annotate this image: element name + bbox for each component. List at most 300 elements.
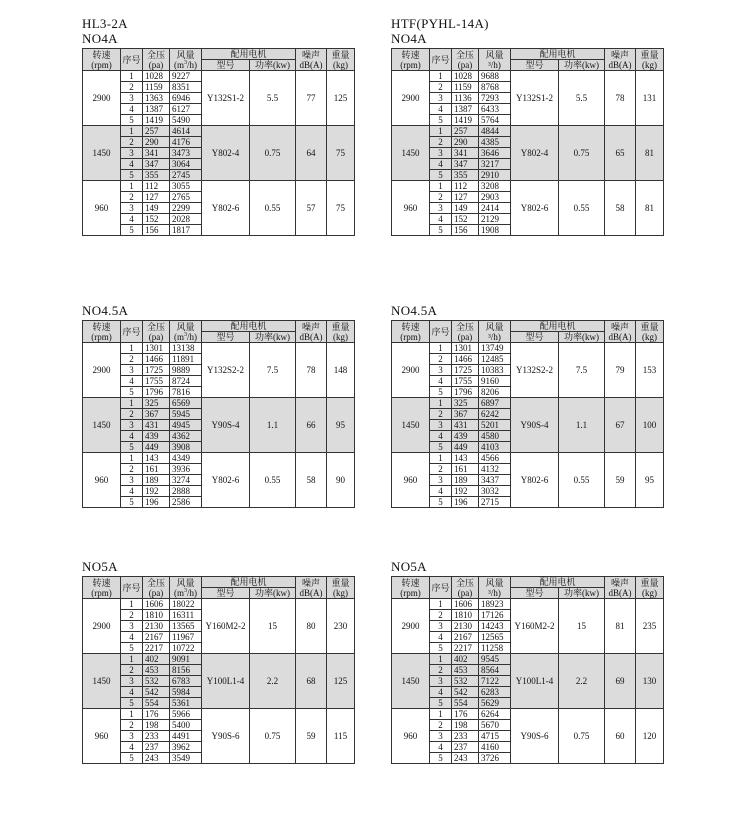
speed-cell: 1450	[392, 398, 430, 453]
pressure-cell: 532	[143, 676, 170, 687]
seq-cell: 3	[121, 365, 143, 376]
header-airflow-label: 风量	[176, 321, 195, 332]
header-seq-label: 序号	[122, 54, 141, 65]
airflow-cell: 9091	[170, 654, 202, 665]
seq-cell: 1	[430, 398, 452, 409]
pressure-cell: 1301	[452, 343, 479, 354]
seq-cell: 4	[121, 104, 143, 115]
pressure-cell: 325	[452, 398, 479, 409]
airflow-cell: 4103	[479, 442, 511, 453]
header-weight-label: 重量	[331, 49, 350, 60]
header-weight-label-unit: (kg)	[642, 331, 658, 342]
seq-cell: 5	[430, 698, 452, 709]
airflow-cell: 6264	[479, 709, 511, 720]
header-weight	[636, 321, 664, 343]
airflow-cell: 1908	[479, 225, 511, 236]
header-noise-label: 噪声	[302, 49, 321, 60]
pressure-cell: 554	[452, 698, 479, 709]
unit-pre: (m	[174, 587, 184, 598]
seq-cell: 5	[430, 753, 452, 764]
power-cell: 5.5	[250, 71, 296, 126]
seq-cell: 4	[430, 632, 452, 643]
seq-cell: 5	[430, 442, 452, 453]
weight-cell: 75	[327, 181, 355, 236]
airflow-cell: 10383	[479, 365, 511, 376]
pressure-cell: 367	[452, 409, 479, 420]
seq-cell: 3	[121, 621, 143, 632]
airflow-cell: 6127	[170, 104, 202, 115]
seq-cell: 1	[430, 126, 452, 137]
header-weight-label-unit: (kg)	[642, 587, 658, 598]
header-power: 功率(kw)	[250, 588, 296, 599]
pressure-cell: 1810	[143, 610, 170, 621]
header-motor: 配用电机	[511, 49, 605, 60]
header-weight	[636, 49, 664, 71]
seq-cell: 2	[430, 192, 452, 203]
header-noise-label-unit: dB(A)	[299, 59, 323, 70]
unit-post: /h)	[187, 59, 197, 70]
header-noise	[296, 321, 327, 343]
airflow-cell: 7122	[479, 676, 511, 687]
airflow-cell: 6242	[479, 409, 511, 420]
pressure-cell: 156	[143, 225, 170, 236]
model-cell: Y90S-6	[511, 709, 559, 764]
power-cell: 2.2	[250, 654, 296, 709]
seq-cell: 1	[430, 181, 452, 192]
airflow-cell: 2715	[479, 497, 511, 508]
header-weight-label: 重量	[331, 321, 350, 332]
header-seq	[121, 49, 143, 71]
seq-cell: 3	[121, 420, 143, 431]
airflow-cell: 18022	[170, 599, 202, 610]
seq-cell: 5	[121, 115, 143, 126]
pressure-cell: 143	[143, 453, 170, 464]
seq-cell: 2	[121, 665, 143, 676]
pressure-cell: 1387	[452, 104, 479, 115]
airflow-cell: 3208	[479, 181, 511, 192]
spec-table	[82, 48, 355, 236]
header-speed-label-unit: (rpm)	[400, 331, 421, 342]
header-speed	[392, 49, 430, 71]
header-noise	[296, 49, 327, 71]
seq-cell: 1	[121, 181, 143, 192]
seq-cell: 4	[430, 376, 452, 387]
header-speed	[392, 321, 430, 343]
table-subtitle: NO4.5A	[82, 303, 129, 318]
pressure-cell: 257	[143, 126, 170, 137]
airflow-cell: 4715	[479, 731, 511, 742]
airflow-cell: 5966	[170, 709, 202, 720]
seq-cell: 2	[430, 409, 452, 420]
airflow-cell: 9545	[479, 654, 511, 665]
seq-cell: 3	[430, 93, 452, 104]
airflow-cell: 2765	[170, 192, 202, 203]
airflow-cell: 13749	[479, 343, 511, 354]
seq-cell: 4	[430, 104, 452, 115]
header-pressure-label-unit: (pa)	[457, 331, 473, 342]
pressure-cell: 2130	[452, 621, 479, 632]
power-cell: 0.55	[559, 453, 605, 508]
airflow-cell: 11258	[479, 643, 511, 654]
pressure-cell: 189	[452, 475, 479, 486]
table-row	[392, 654, 664, 665]
seq-cell: 4	[121, 632, 143, 643]
header-power: 功率(kw)	[559, 60, 605, 71]
header-speed	[83, 49, 121, 71]
header-airflow	[170, 49, 202, 71]
header-model: 型号	[511, 332, 559, 343]
airflow-cell: 16311	[170, 610, 202, 621]
header-pressure	[452, 49, 479, 71]
power-cell: 0.75	[250, 709, 296, 764]
seq-cell: 4	[121, 431, 143, 442]
header-pressure-label-unit: (pa)	[457, 587, 473, 598]
header-noise-label: 噪声	[611, 577, 630, 588]
seq-cell: 4	[430, 486, 452, 497]
airflow-cell: 11891	[170, 354, 202, 365]
table-row	[83, 343, 355, 354]
noise-cell: 59	[296, 709, 327, 764]
noise-cell: 58	[605, 181, 636, 236]
airflow-cell: 3217	[479, 159, 511, 170]
airflow-cell: 10722	[170, 643, 202, 654]
model-cell: Y90S-4	[202, 398, 250, 453]
model-cell: Y100L1-4	[511, 654, 559, 709]
pressure-cell: 1419	[452, 115, 479, 126]
header-weight-label-unit: (kg)	[333, 59, 349, 70]
airflow-cell: 7816	[170, 387, 202, 398]
pressure-cell: 198	[452, 720, 479, 731]
airflow-cell: 5361	[170, 698, 202, 709]
header-pressure-label-unit: (pa)	[148, 587, 164, 598]
header-weight-label-unit: (kg)	[333, 331, 349, 342]
airflow-cell: 6946	[170, 93, 202, 104]
speed-cell: 2900	[392, 71, 430, 126]
power-cell: 0.55	[250, 181, 296, 236]
airflow-cell: 5400	[170, 720, 202, 731]
table-row	[392, 453, 664, 464]
header-noise-label-unit: dB(A)	[299, 331, 323, 342]
table-row	[392, 599, 664, 610]
pressure-cell: 402	[143, 654, 170, 665]
weight-cell: 90	[327, 453, 355, 508]
header-seq	[430, 49, 452, 71]
weight-cell: 120	[636, 709, 664, 764]
table-row	[392, 398, 664, 409]
pressure-cell: 1796	[143, 387, 170, 398]
airflow-cell: 3646	[479, 148, 511, 159]
airflow-cell: 8724	[170, 376, 202, 387]
seq-cell: 3	[121, 93, 143, 104]
pressure-cell: 1725	[143, 365, 170, 376]
table-subtitle: NO4A	[391, 31, 427, 46]
airflow-cell: 8206	[479, 387, 511, 398]
airflow-cell: 4580	[479, 431, 511, 442]
seq-cell: 5	[121, 643, 143, 654]
airflow-cell: 5201	[479, 420, 511, 431]
header-airflow	[479, 49, 511, 71]
seq-cell: 2	[121, 82, 143, 93]
airflow-cell: 12565	[479, 632, 511, 643]
header-pressure	[143, 49, 170, 71]
noise-cell: 64	[296, 126, 327, 181]
power-cell: 7.5	[559, 343, 605, 398]
speed-cell: 960	[392, 453, 430, 508]
airflow-cell: 2129	[479, 214, 511, 225]
power-cell: 15	[559, 599, 605, 654]
model-cell: Y160M2-2	[202, 599, 250, 654]
airflow-cell: 3064	[170, 159, 202, 170]
airflow-cell: 3274	[170, 475, 202, 486]
pressure-cell: 196	[452, 497, 479, 508]
seq-cell: 1	[121, 453, 143, 464]
seq-cell: 5	[121, 225, 143, 236]
table-row	[83, 126, 355, 137]
airflow-cell: 13565	[170, 621, 202, 632]
pressure-cell: 112	[143, 181, 170, 192]
pressure-cell: 2217	[143, 643, 170, 654]
airflow-cell: 11967	[170, 632, 202, 643]
power-cell: 0.75	[250, 126, 296, 181]
unit-sup: 3	[184, 587, 187, 594]
weight-cell: 131	[636, 71, 664, 126]
header-speed-label-unit: (rpm)	[91, 331, 112, 342]
pressure-cell: 1159	[143, 82, 170, 93]
header-noise-label-unit: dB(A)	[608, 331, 632, 342]
table-row	[83, 453, 355, 464]
noise-cell: 69	[605, 654, 636, 709]
pressure-cell: 1796	[452, 387, 479, 398]
seq-cell: 2	[121, 610, 143, 621]
seq-cell: 2	[430, 610, 452, 621]
airflow-cell: 3936	[170, 464, 202, 475]
power-cell: 15	[250, 599, 296, 654]
noise-cell: 67	[605, 398, 636, 453]
header-speed-label: 转速	[92, 577, 111, 588]
header-airflow	[479, 321, 511, 343]
airflow-cell: 5629	[479, 698, 511, 709]
airflow-cell: 5670	[479, 720, 511, 731]
header-motor: 配用电机	[202, 321, 296, 332]
pressure-cell: 402	[452, 654, 479, 665]
table-row	[83, 599, 355, 610]
pressure-cell: 290	[452, 137, 479, 148]
pressure-cell: 176	[143, 709, 170, 720]
power-cell: 5.5	[559, 71, 605, 126]
header-power: 功率(kw)	[559, 332, 605, 343]
header-model: 型号	[511, 60, 559, 71]
header-airflow-unit	[170, 60, 201, 70]
header-model: 型号	[202, 588, 250, 599]
seq-cell: 2	[121, 192, 143, 203]
noise-cell: 60	[605, 709, 636, 764]
pressure-cell: 1028	[143, 71, 170, 82]
seq-cell: 2	[430, 82, 452, 93]
model-cell: Y802-6	[202, 453, 250, 508]
weight-cell: 130	[636, 654, 664, 709]
weight-cell: 100	[636, 398, 664, 453]
table-row	[392, 71, 664, 82]
header-weight-label: 重量	[640, 577, 659, 588]
airflow-cell: 4945	[170, 420, 202, 431]
header-power: 功率(kw)	[250, 332, 296, 343]
header-pressure-label-unit: (pa)	[148, 331, 164, 342]
airflow-cell: 13138	[170, 343, 202, 354]
header-speed-label: 转速	[401, 321, 420, 332]
seq-cell: 1	[430, 71, 452, 82]
power-cell: 2.2	[559, 654, 605, 709]
seq-cell: 5	[430, 643, 452, 654]
speed-cell: 1450	[83, 126, 121, 181]
seq-cell: 4	[121, 687, 143, 698]
power-cell: 1.1	[250, 398, 296, 453]
pressure-cell: 237	[452, 742, 479, 753]
seq-cell: 4	[430, 687, 452, 698]
pressure-cell: 198	[143, 720, 170, 731]
model-cell: Y132S1-2	[511, 71, 559, 126]
seq-cell: 1	[121, 71, 143, 82]
seq-cell: 5	[121, 442, 143, 453]
pressure-cell: 542	[452, 687, 479, 698]
seq-cell: 3	[121, 148, 143, 159]
header-airflow-unit: ³/h)	[488, 587, 501, 598]
weight-cell: 153	[636, 343, 664, 398]
airflow-cell: 3549	[170, 753, 202, 764]
airflow-cell: 3726	[479, 753, 511, 764]
header-pressure-label-unit: (pa)	[148, 59, 164, 70]
header-pressure-label: 全压	[455, 49, 474, 60]
airflow-cell: 4362	[170, 431, 202, 442]
power-cell: 7.5	[250, 343, 296, 398]
spec-table	[391, 48, 664, 236]
header-pressure-label: 全压	[146, 49, 165, 60]
speed-cell: 1450	[392, 126, 430, 181]
airflow-cell: 4176	[170, 137, 202, 148]
speed-cell: 960	[83, 709, 121, 764]
seq-cell: 4	[121, 742, 143, 753]
speed-cell: 960	[392, 181, 430, 236]
airflow-cell: 9688	[479, 71, 511, 82]
pressure-cell: 431	[452, 420, 479, 431]
pressure-cell: 554	[143, 698, 170, 709]
seq-cell: 1	[430, 453, 452, 464]
seq-cell: 3	[430, 203, 452, 214]
header-speed-label: 转速	[92, 49, 111, 60]
seq-cell: 2	[430, 137, 452, 148]
seq-cell: 5	[121, 753, 143, 764]
weight-cell: 81	[636, 126, 664, 181]
header-motor: 配用电机	[202, 49, 296, 60]
header-noise	[605, 321, 636, 343]
noise-cell: 78	[296, 343, 327, 398]
noise-cell: 66	[296, 398, 327, 453]
seq-cell: 3	[430, 621, 452, 632]
header-pressure-label: 全压	[455, 321, 474, 332]
header-seq-label: 序号	[431, 54, 450, 65]
seq-cell: 4	[430, 214, 452, 225]
airflow-cell: 6283	[479, 687, 511, 698]
header-model: 型号	[202, 60, 250, 71]
noise-cell: 81	[605, 599, 636, 654]
model-cell: Y132S2-2	[511, 343, 559, 398]
pressure-cell: 355	[143, 170, 170, 181]
seq-cell: 5	[121, 170, 143, 181]
model-cell: Y802-6	[202, 181, 250, 236]
airflow-cell: 12485	[479, 354, 511, 365]
header-motor: 配用电机	[202, 577, 296, 588]
header-airflow-unit	[170, 588, 201, 598]
airflow-cell: 4614	[170, 126, 202, 137]
table-row	[83, 398, 355, 409]
airflow-cell: 5945	[170, 409, 202, 420]
pressure-cell: 341	[143, 148, 170, 159]
seq-cell: 1	[121, 599, 143, 610]
pressure-cell: 439	[452, 431, 479, 442]
pressure-cell: 243	[452, 753, 479, 764]
pressure-cell: 192	[143, 486, 170, 497]
noise-cell: 80	[296, 599, 327, 654]
pressure-cell: 453	[143, 665, 170, 676]
model-cell: Y802-6	[511, 181, 559, 236]
table-subtitle: NO4.5A	[391, 303, 438, 318]
seq-cell: 4	[430, 159, 452, 170]
pressure-cell: 1419	[143, 115, 170, 126]
power-cell: 0.55	[559, 181, 605, 236]
header-noise-label: 噪声	[611, 321, 630, 332]
header-noise-label: 噪声	[302, 321, 321, 332]
seq-cell: 2	[121, 720, 143, 731]
airflow-cell: 4132	[479, 464, 511, 475]
airflow-cell: 18923	[479, 599, 511, 610]
header-noise	[605, 49, 636, 71]
airflow-cell: 5764	[479, 115, 511, 126]
airflow-cell: 2028	[170, 214, 202, 225]
seq-cell: 3	[430, 420, 452, 431]
header-model: 型号	[202, 332, 250, 343]
header-pressure	[452, 321, 479, 343]
seq-cell: 2	[430, 354, 452, 365]
seq-cell: 4	[430, 742, 452, 753]
model-cell: Y802-4	[511, 126, 559, 181]
pressure-cell: 1028	[452, 71, 479, 82]
weight-cell: 81	[636, 181, 664, 236]
speed-cell: 1450	[392, 654, 430, 709]
weight-cell: 125	[327, 71, 355, 126]
pressure-cell: 449	[452, 442, 479, 453]
noise-cell: 57	[296, 181, 327, 236]
seq-cell: 2	[430, 720, 452, 731]
pressure-cell: 192	[452, 486, 479, 497]
airflow-cell: 5984	[170, 687, 202, 698]
airflow-cell: 4385	[479, 137, 511, 148]
pressure-cell: 2167	[143, 632, 170, 643]
airflow-cell: 3437	[479, 475, 511, 486]
header-model: 型号	[511, 588, 559, 599]
table-title: HTF(PYHL-14A)	[391, 16, 489, 31]
table-row	[392, 126, 664, 137]
table-row	[83, 71, 355, 82]
pressure-cell: 1725	[452, 365, 479, 376]
airflow-cell: 17126	[479, 610, 511, 621]
spec-table	[391, 576, 664, 764]
seq-cell: 5	[430, 170, 452, 181]
header-seq-label: 序号	[122, 326, 141, 337]
seq-cell: 2	[430, 665, 452, 676]
pressure-cell: 189	[143, 475, 170, 486]
model-cell: Y90S-6	[202, 709, 250, 764]
airflow-cell: 2888	[170, 486, 202, 497]
airflow-cell: 4566	[479, 453, 511, 464]
